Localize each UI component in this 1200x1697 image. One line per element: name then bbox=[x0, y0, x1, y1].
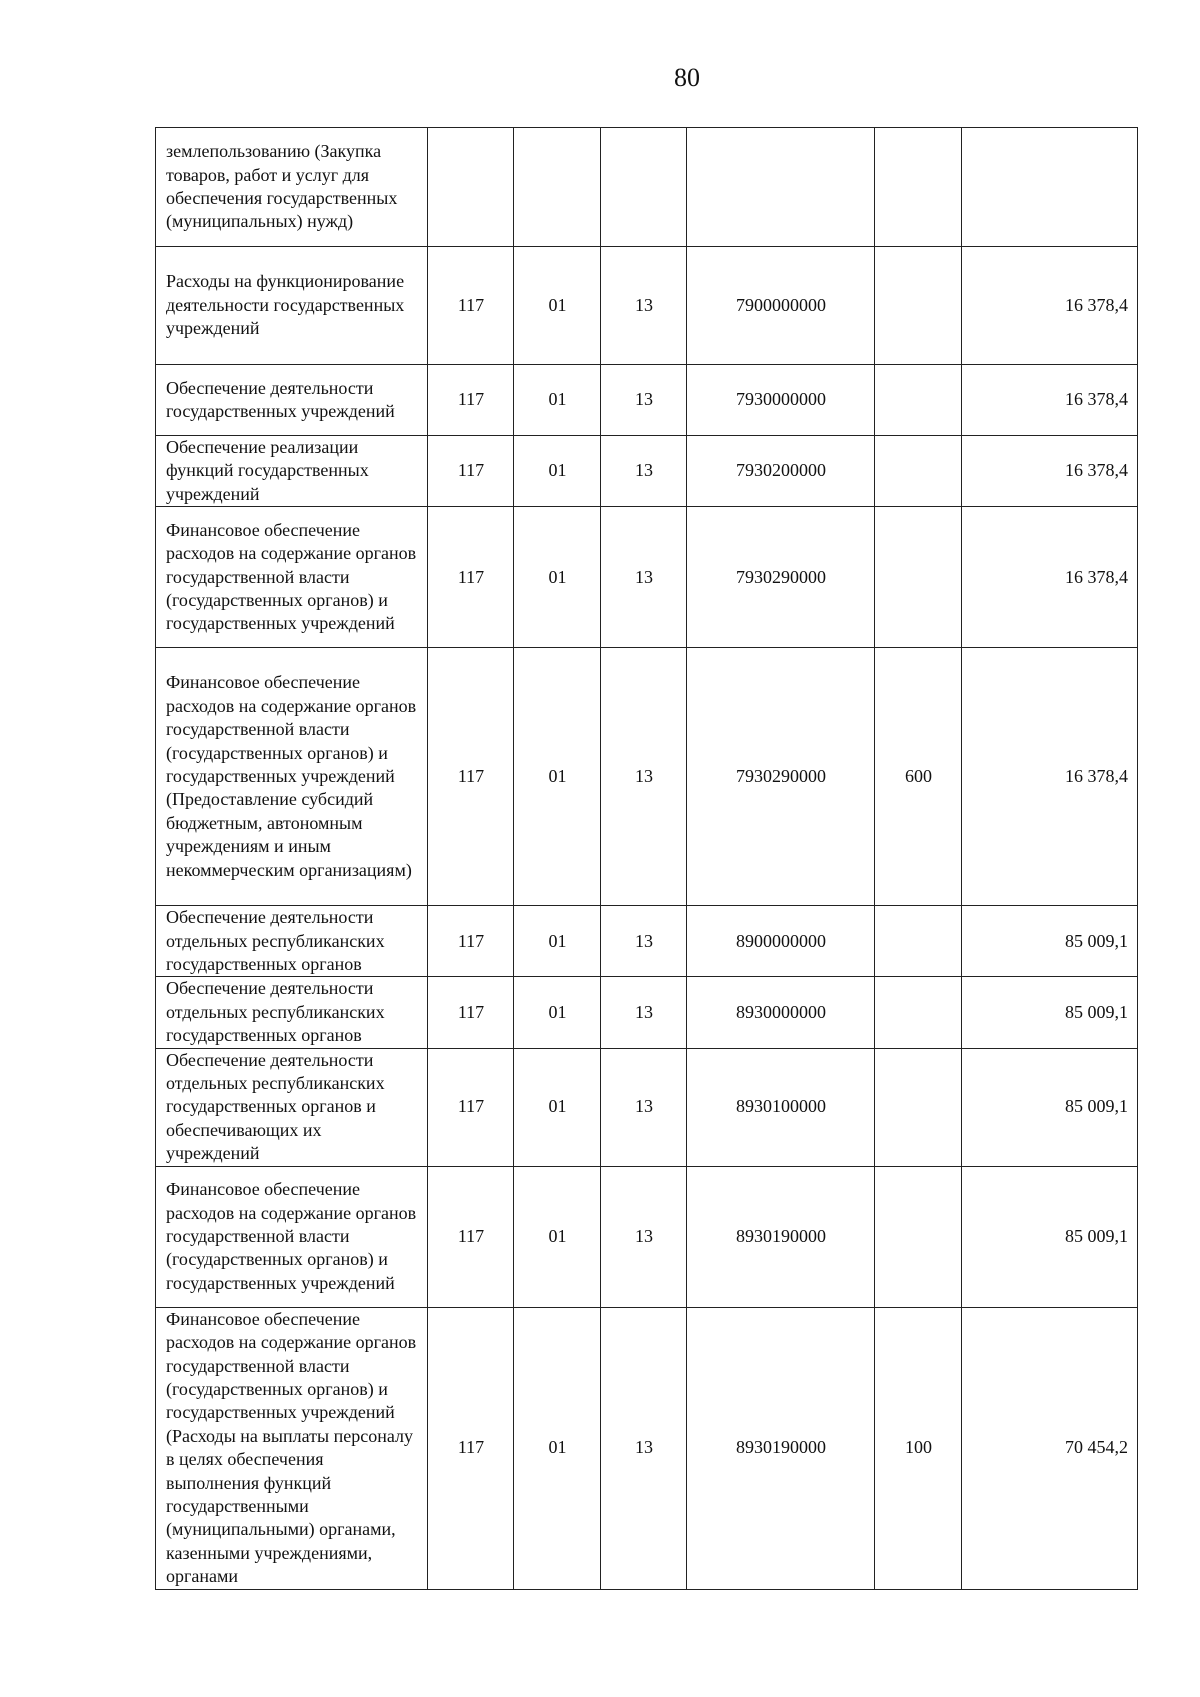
subsection-code-cell: 13 bbox=[601, 507, 687, 648]
expense-type-cell bbox=[875, 128, 962, 247]
section-code-cell: 01 bbox=[514, 507, 601, 648]
page-number: 80 bbox=[674, 63, 700, 92]
expense-type-cell bbox=[875, 1048, 962, 1166]
expense-type-cell bbox=[875, 507, 962, 648]
ministry-code-cell: 117 bbox=[428, 648, 514, 906]
ministry-code-cell: 117 bbox=[428, 507, 514, 648]
amount-cell: 85 009,1 bbox=[962, 977, 1138, 1048]
table-row bbox=[156, 1166, 1138, 1307]
section-code-cell: 01 bbox=[514, 1048, 601, 1166]
expense-type-cell bbox=[875, 365, 962, 436]
section-code-cell: 01 bbox=[514, 436, 601, 507]
table-row bbox=[156, 365, 1138, 436]
expense-type-cell bbox=[875, 436, 962, 507]
amount-cell: 85 009,1 bbox=[962, 1048, 1138, 1166]
row-name-cell: Обеспечение деятельности отдельных республиканских государственных органов bbox=[156, 906, 428, 977]
row-name-cell: Обеспечение реализации функций государственных учреждений bbox=[156, 436, 428, 507]
ministry-code-cell: 117 bbox=[428, 1166, 514, 1307]
table-row bbox=[156, 507, 1138, 648]
target-article-cell: 8930190000 bbox=[687, 1166, 875, 1307]
section-code-cell: 01 bbox=[514, 1166, 601, 1307]
ministry-code-cell: 117 bbox=[428, 365, 514, 436]
ministry-code-cell: 117 bbox=[428, 436, 514, 507]
subsection-code-cell bbox=[601, 128, 687, 247]
target-article-cell: 8930100000 bbox=[687, 1048, 875, 1166]
section-code-cell: 01 bbox=[514, 977, 601, 1048]
expense-type-cell bbox=[875, 1166, 962, 1307]
ministry-code-cell: 117 bbox=[428, 977, 514, 1048]
table-row bbox=[156, 977, 1138, 1048]
section-code-cell bbox=[514, 128, 601, 247]
subsection-code-cell: 13 bbox=[601, 1166, 687, 1307]
subsection-code-cell: 13 bbox=[601, 1048, 687, 1166]
expense-type-cell bbox=[875, 906, 962, 977]
target-article-cell: 7930290000 bbox=[687, 648, 875, 906]
subsection-code-cell: 13 bbox=[601, 365, 687, 436]
row-name-cell: Финансовое обеспечение расходов на содержание органов государственной власти (государственных органов) и государственных учреждений bbox=[156, 507, 428, 648]
ministry-code-cell bbox=[428, 128, 514, 247]
ministry-code-cell: 117 bbox=[428, 247, 514, 365]
section-code-cell: 01 bbox=[514, 648, 601, 906]
amount-cell: 16 378,4 bbox=[962, 507, 1138, 648]
amount-cell: 70 454,2 bbox=[962, 1307, 1138, 1589]
budget-table-body bbox=[156, 128, 1138, 1590]
target-article-cell: 8900000000 bbox=[687, 906, 875, 977]
target-article-cell bbox=[687, 128, 875, 247]
target-article-cell: 7930200000 bbox=[687, 436, 875, 507]
budget-table bbox=[155, 127, 1138, 1590]
row-name-cell: Обеспечение деятельности государственных учреждений bbox=[156, 365, 428, 436]
target-article-cell: 7930290000 bbox=[687, 507, 875, 648]
table-row bbox=[156, 128, 1138, 247]
amount-cell: 85 009,1 bbox=[962, 1166, 1138, 1307]
amount-cell: 16 378,4 bbox=[962, 247, 1138, 365]
table-row bbox=[156, 247, 1138, 365]
expense-type-cell: 100 bbox=[875, 1307, 962, 1589]
target-article-cell: 7900000000 bbox=[687, 247, 875, 365]
amount-cell bbox=[962, 128, 1138, 247]
table-row bbox=[156, 1307, 1138, 1589]
amount-cell: 16 378,4 bbox=[962, 365, 1138, 436]
section-code-cell: 01 bbox=[514, 365, 601, 436]
subsection-code-cell: 13 bbox=[601, 977, 687, 1048]
table-row bbox=[156, 1048, 1138, 1166]
expense-type-cell bbox=[875, 247, 962, 365]
ministry-code-cell: 117 bbox=[428, 1048, 514, 1166]
subsection-code-cell: 13 bbox=[601, 1307, 687, 1589]
subsection-code-cell: 13 bbox=[601, 906, 687, 977]
ministry-code-cell: 117 bbox=[428, 906, 514, 977]
row-name-cell: Финансовое обеспечение расходов на содержание органов государственной власти (государственных органов) и государственных учреждений bbox=[156, 1166, 428, 1307]
amount-cell: 16 378,4 bbox=[962, 648, 1138, 906]
row-name-cell: Расходы на функционирование деятельности государственных учреждений bbox=[156, 247, 428, 365]
target-article-cell: 7930000000 bbox=[687, 365, 875, 436]
row-name-cell: Финансовое обеспечение расходов на содержание органов государственной власти (государственных органов) и государственных учреждений (Предоставление субсидий бюджетным, автономным учреждениям и иным некоммерческим организациям) bbox=[156, 648, 428, 906]
row-name-cell: Обеспечение деятельности отдельных республиканских государственных органов bbox=[156, 977, 428, 1048]
amount-cell: 16 378,4 bbox=[962, 436, 1138, 507]
target-article-cell: 8930000000 bbox=[687, 977, 875, 1048]
section-code-cell: 01 bbox=[514, 1307, 601, 1589]
ministry-code-cell: 117 bbox=[428, 1307, 514, 1589]
subsection-code-cell: 13 bbox=[601, 436, 687, 507]
table-row bbox=[156, 436, 1138, 507]
subsection-code-cell: 13 bbox=[601, 648, 687, 906]
row-name-cell: землепользованию (Закупка товаров, работ и услуг для обеспечения государственных (муниципальных) нужд) bbox=[156, 128, 428, 247]
row-name-cell: Финансовое обеспечение расходов на содержание органов государственной власти (государственных органов) и государственных учреждений (Расходы на выплаты персоналу в целях обеспечения выполнения функций государственными (муниципальными) органами, казенными учреждениями, органами bbox=[156, 1307, 428, 1589]
section-code-cell: 01 bbox=[514, 247, 601, 365]
expense-type-cell bbox=[875, 977, 962, 1048]
row-name-cell: Обеспечение деятельности отдельных республиканских государственных органов и обеспечивающих их учреждений bbox=[156, 1048, 428, 1166]
table-row bbox=[156, 906, 1138, 977]
table-row bbox=[156, 648, 1138, 906]
subsection-code-cell: 13 bbox=[601, 247, 687, 365]
expense-type-cell: 600 bbox=[875, 648, 962, 906]
section-code-cell: 01 bbox=[514, 906, 601, 977]
amount-cell: 85 009,1 bbox=[962, 906, 1138, 977]
target-article-cell: 8930190000 bbox=[687, 1307, 875, 1589]
